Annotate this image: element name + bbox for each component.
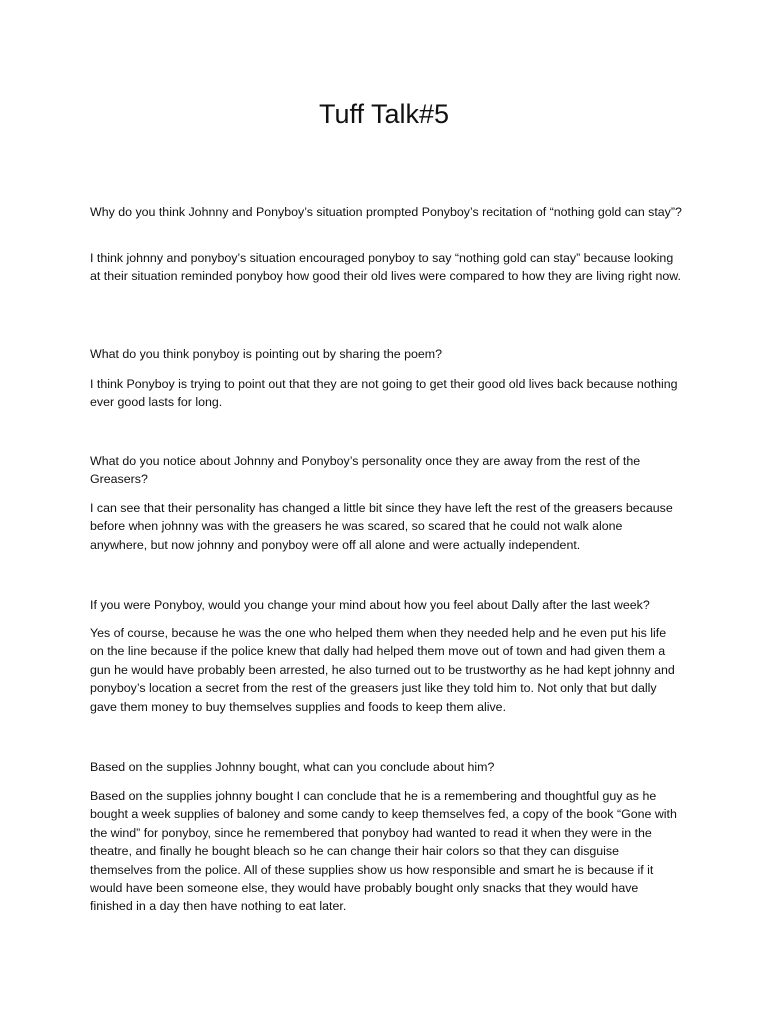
answer-3: I can see that their personality has changed a little bit since they have left the rest of the greasers because before when johnny was with the greasers he was scared, so scared that he could not walk alone anywhere, but now johnny and ponyboy were off all alone and were actually independent.: [90, 501, 673, 552]
question-4: If you were Ponyboy, would you change your mind about how you feel about Dally after the last week?: [90, 598, 650, 612]
answer-1: I think johnny and ponyboy’s situation encouraged ponyboy to say “nothing gold can stay” because looking at their situation reminded ponyboy how good their old lives were compared to how they are living right now.: [90, 251, 681, 284]
answer-4: Yes of course, because he was the one who helped them when they needed help and he even put his life on the line because if the police knew that dally had helped them move out of town and had given them a gun he would have probably been arrested, he also turned out to be trustworthy as he had kept johnny and ponyboy’s location a secret from the rest of the greasers just like they told him to. Not only that but dally gave them money to buy themselves supplies and foods to keep them alive.: [90, 626, 675, 714]
question-3: What do you notice about Johnny and Ponyboy’s personality once they are away from the rest of the Greasers?: [90, 454, 641, 487]
document-title: Tuff Talk#5: [318, 99, 450, 129]
answer-2: I think Ponyboy is trying to point out that they are not going to get their good old lives back because nothing ever good lasts for long.: [90, 377, 678, 410]
question-5: Based on the supplies Johnny bought, what can you conclude about him?: [90, 760, 495, 774]
question-2: What do you think ponyboy is pointing out by sharing the poem?: [90, 347, 442, 361]
answer-5: Based on the supplies johnny bought I can conclude that he is a remembering and thoughtful guy as he bought a week supplies of baloney and some candy to keep themselves fed, a copy of the book “Gone with the wind” for ponyboy, since he remembered that ponyboy had wanted to read it when they were in the theatre, and finally he bought bleach so he can change their hair colors so that they can disguise themselves from the police. All of these supplies show us how responsible and smart he is because if it would have been someone else, they would have probably bought only snacks that they would have finished in a day then have nothing to eat later.: [90, 789, 677, 914]
question-1: Why do you think Johnny and Ponyboy’s situation prompted Ponyboy’s recitation of “nothing gold can stay”?: [90, 205, 682, 219]
